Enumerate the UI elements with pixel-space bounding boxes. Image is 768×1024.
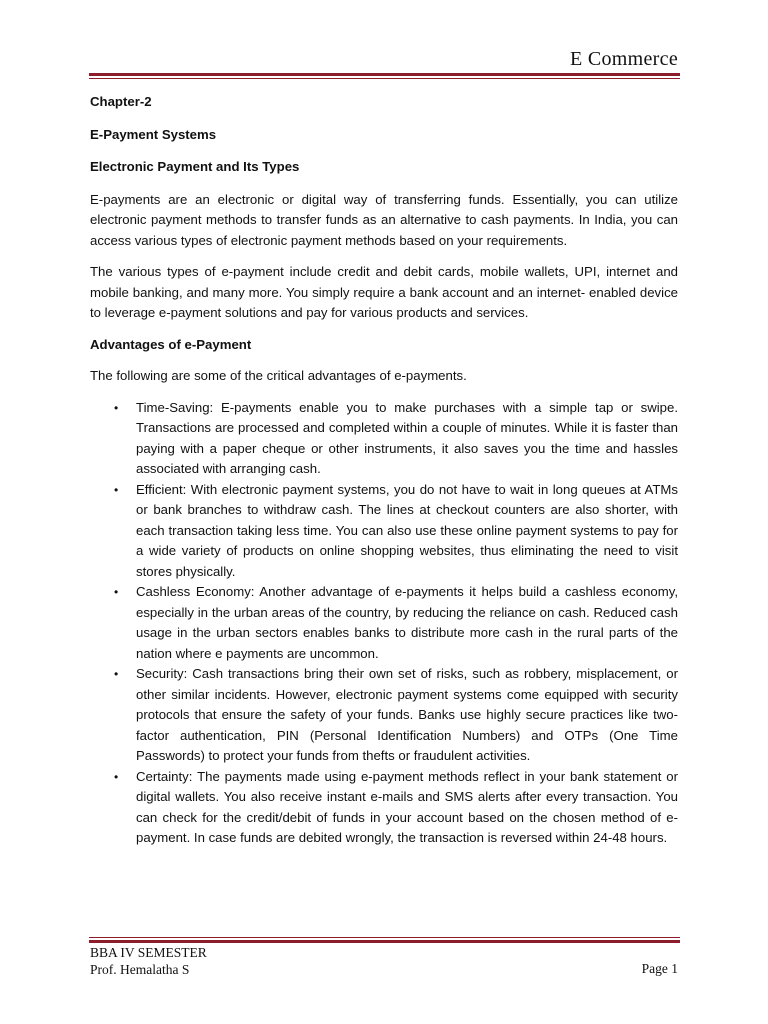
subsection-heading: Electronic Payment and Its Types — [90, 159, 300, 174]
page-body — [90, 92, 678, 849]
list-item — [90, 480, 678, 583]
list-item — [90, 398, 678, 480]
footer-rule-thick — [89, 940, 680, 943]
footer-semester: BBA IV SEMESTER — [90, 945, 207, 960]
bullet-icon: • — [114, 667, 119, 681]
list-item-text: Time-Saving: E-payments enable you to make purchases with a simple tap or swipe. Transactions are processed and completed within a couple of minutes. While it is faster than paying with a paper cheque or other instruments, it also saves you the time and hassles associated with arranging cash. — [136, 399, 678, 476]
list-item-text: Efficient: With electronic payment systems, you do not have to wait in long queues at ATMs or bank branches to withdraw cash. The lines at checkout counters are also shorter, with each transaction taking less time. You can also use these online payment systems to pay for a wide variety of products on online shopping websites, thus eliminating the need to visit stores physically. — [136, 481, 678, 579]
footer-author: Prof. Hemalatha S — [90, 962, 190, 977]
header-title: E Commerce — [570, 48, 678, 70]
list-item-text: Certainty: The payments made using e-payment methods reflect in your bank statement or digital wallets. You also receive instant e-mails and SMS alerts after every transaction. You can check for the credit/debit of funds in your account based on the chosen method of e-payment. In case funds are debited wrongly, the transaction is reversed within 24-48 hours. — [136, 768, 678, 845]
bullet-icon: • — [114, 482, 119, 497]
header-rule-thick — [89, 73, 680, 76]
footer-rule-thin — [89, 937, 680, 938]
list-item-text: Security: Cash transactions bring their own set of risks, such as robbery, misplacement, or other similar incidents. However, electronic payment systems come equipped with security protocols that ensure the safety of your funds. Banks use highly secure practices like two-factor authentication, PIN (Personal Identification Numbers) and OTPs (One Time Passwords) to protect your funds from thefts or fraudulent activities. — [136, 666, 678, 763]
list-item — [90, 767, 678, 849]
bullet-icon: • — [114, 769, 119, 784]
advantages-heading: Advantages of e-Payment — [90, 336, 252, 352]
page-number: Page 1 — [641, 961, 678, 976]
header-rule-thin — [89, 78, 680, 79]
list-item-text: Cashless Economy: Another advantage of e-payments it helps build a cashless economy, especially in the urban areas of the country, by reducing the reliance on cash. Reduced cash usage in the urban sectors enables banks to distribute more cash in the rural parts of the nation where e payments are uncommon. — [136, 584, 678, 661]
chapter-heading: Chapter-2 — [90, 94, 152, 109]
bullet-icon: • — [114, 585, 119, 599]
intro-paragraph: The various types of e-payment include credit and debit cards, mobile wallets, UPI, internet and mobile banking, and many more. You simply require a bank account and an internet- enabled device to leverage e-payment solutions and pay for various products and services. — [90, 264, 678, 320]
advantages-list — [90, 398, 678, 849]
advantages-intro: The following are some of the critical advantages of e-payments. — [90, 368, 467, 383]
list-item — [90, 664, 678, 767]
intro-paragraph: E-payments are an electronic or digital way of transferring funds. Essentially, you can utilize electronic payment methods to transfer funds as an alternative to cash payments. In India, you can access various types of electronic payment methods based on your requirements. — [90, 191, 678, 248]
footer-info — [90, 944, 207, 978]
section-heading: E-Payment Systems — [90, 126, 217, 142]
list-item — [90, 582, 678, 664]
bullet-icon: • — [114, 400, 119, 415]
